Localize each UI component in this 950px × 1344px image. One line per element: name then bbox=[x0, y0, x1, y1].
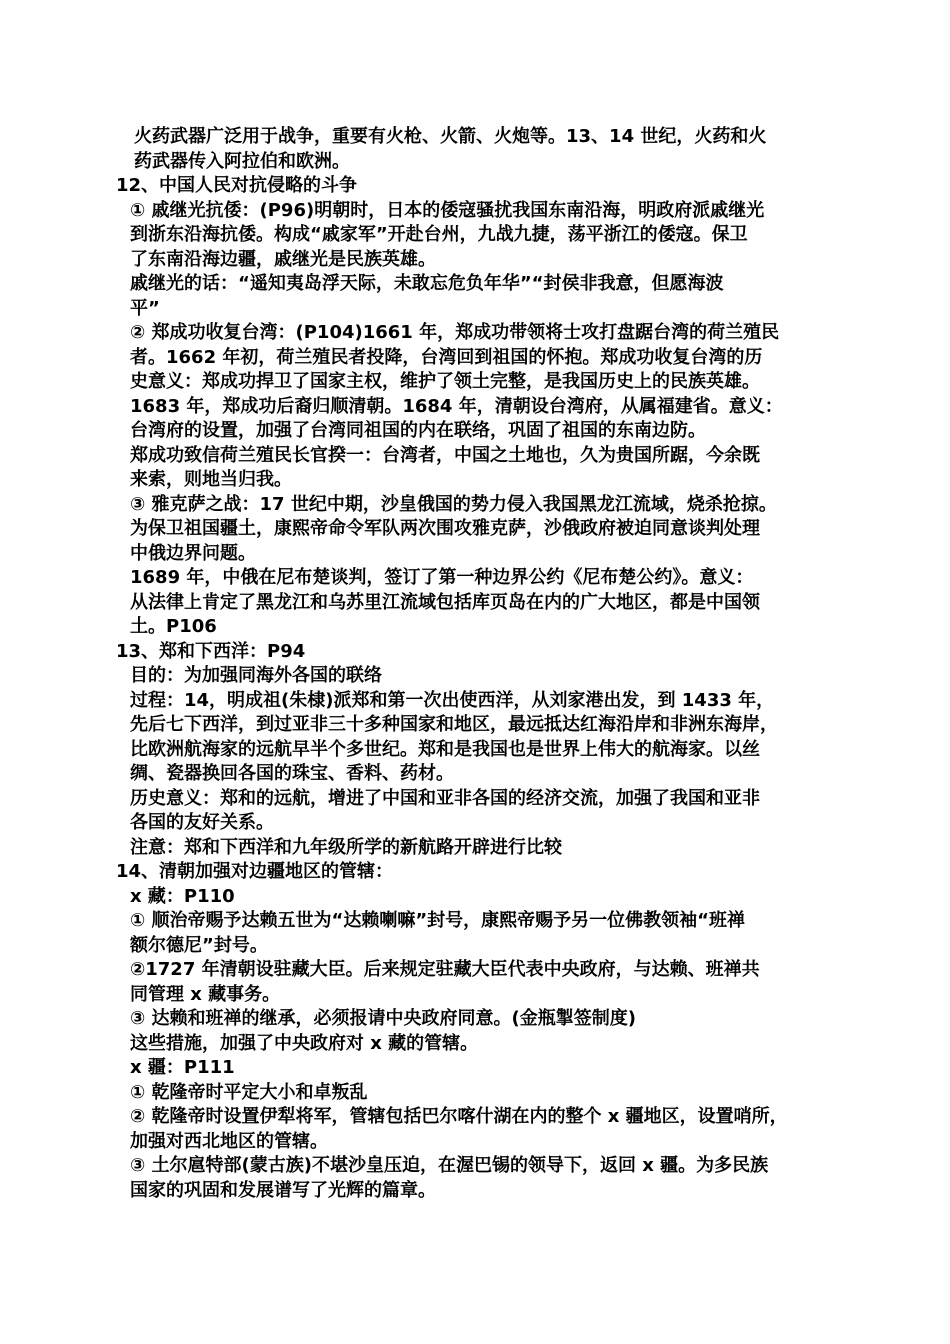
text-line: 火药武器广泛用于战争，重要有火枪、火箭、火炮等。13、14 世纪，火药和火 bbox=[134, 126, 767, 147]
subsection-heading: x 疆：P111 bbox=[130, 1057, 235, 1078]
text-line: 过程：14，明成祖(朱棣)派郑和第一次出使西洋，从刘家港出发，到 1433 年， bbox=[130, 690, 775, 711]
text-line: ① 戚继光抗倭：(P96)明朝时，日本的倭寇骚扰我国东南沿海，明政府派戚继光 bbox=[130, 200, 765, 221]
text-line: 国家的巩固和发展谱写了光辉的篇章。 bbox=[130, 1180, 436, 1201]
text-line: 者。1662 年初，荷兰殖民者投降，台湾回到祖国的怀抱。郑成功收复台湾的历 bbox=[130, 347, 763, 368]
text-line: 目的：为加强同海外各国的联络 bbox=[130, 665, 382, 686]
text-line: 来索，则地当归我。 bbox=[130, 469, 292, 490]
text-line: ③ 雅克萨之战：17 世纪中期，沙皇俄国的势力侵入我国黑龙江流域，烧杀抢掠。 bbox=[130, 494, 777, 515]
text-line: ②1727 年清朝设驻藏大臣。后来规定驻藏大臣代表中央政府，与达赖、班禅共 bbox=[130, 959, 760, 980]
text-line: 为保卫祖国疆土，康熙帝命令军队两次围攻雅克萨，沙俄政府被迫同意谈判处理 bbox=[130, 518, 760, 539]
text-line: 从法律上肯定了黑龙江和乌苏里江流域包括库页岛在内的广大地区，都是中国领 bbox=[130, 592, 760, 613]
text-line: 史意义：郑成功捍卫了国家主权，维护了领土完整，是我国历史上的民族英雄。 bbox=[130, 371, 760, 392]
text-line: 绸、瓷器换回各国的珠宝、香料、药材。 bbox=[130, 763, 454, 784]
subsection-heading: x 藏：P110 bbox=[130, 886, 235, 907]
text-line: 了东南沿海边疆，戚继光是民族英雄。 bbox=[130, 249, 436, 270]
text-line: ① 顺治帝赐予达赖五世为“达赖喇嘛”封号，康熙帝赐予另一位佛教领袖“班禅 bbox=[130, 910, 745, 931]
text-line: 各国的友好关系。 bbox=[130, 812, 274, 833]
text-line: 戚继光的话：“遥知夷岛浮天际，未敢忘危负年华”“封侯非我意，但愿海波 bbox=[130, 273, 724, 294]
text-line: 这些措施，加强了中央政府对 x 藏的管辖。 bbox=[130, 1033, 479, 1054]
text-line: 土。P106 bbox=[130, 616, 217, 637]
text-line: 注意：郑和下西洋和九年级所学的新航路开辟进行比较 bbox=[130, 837, 562, 858]
text-line: 1689 年，中俄在尼布楚谈判，签订了第一种边界公约《尼布楚公约》。意义： bbox=[130, 567, 754, 588]
text-line: 1683 年，郑成功后裔归顺清朝。1684 年，清朝设台湾府，从属福建省。意义： bbox=[130, 396, 783, 417]
text-line: 中俄边界问题。 bbox=[130, 543, 256, 564]
text-line: 比欧洲航海家的远航早半个多世纪。郑和是我国也是世界上伟大的航海家。以丝 bbox=[130, 739, 760, 760]
text-line: 加强对西北地区的管辖。 bbox=[130, 1131, 328, 1152]
text-line: 平” bbox=[130, 298, 160, 319]
text-line: 到浙东沿海抗倭。构成“戚家军”开赴台州，九战九捷，荡平浙江的倭寇。保卫 bbox=[130, 224, 748, 245]
section-heading: 14、清朝加强对边疆地区的管辖： bbox=[116, 861, 394, 882]
text-line: ② 郑成功收复台湾：(P104)1661 年，郑成功带领将士攻打盘踞台湾的荷兰殖民 bbox=[130, 322, 780, 343]
text-line: 郑成功致信荷兰殖民长官揆一：台湾者，中国之土地也，久为贵国所踞，今余既 bbox=[130, 445, 760, 466]
text-line: ① 乾隆帝时平定大小和卓叛乱 bbox=[130, 1082, 368, 1103]
text-line: 先后七下西洋，到过亚非三十多种国家和地区，最远抵达红海沿岸和非洲东海岸， bbox=[130, 714, 778, 735]
section-heading: 13、郑和下西洋：P94 bbox=[116, 641, 306, 662]
text-line: 台湾府的设置，加强了台湾同祖国的内在联络，巩固了祖国的东南边防。 bbox=[130, 420, 706, 441]
text-line: ② 乾隆帝时设置伊犁将军，管辖包括巴尔喀什湖在内的整个 x 疆地区，设置哨所， bbox=[130, 1106, 788, 1127]
text-line: 历史意义：郑和的远航，增进了中国和亚非各国的经济交流，加强了我国和亚非 bbox=[130, 788, 760, 809]
text-line: ③ 土尔扈特部(蒙古族)不堪沙皇压迫，在渥巴锡的领导下，返回 x 疆。为多民族 bbox=[130, 1155, 769, 1176]
text-line: ③ 达赖和班禅的继承，必须报请中央政府同意。(金瓶掣签制度) bbox=[130, 1008, 636, 1029]
section-heading: 12、中国人民对抗侵略的斗争 bbox=[116, 175, 358, 196]
text-line: 额尔德尼”封号。 bbox=[130, 935, 268, 956]
text-line: 同管理 x 藏事务。 bbox=[130, 984, 281, 1005]
text-line: 药武器传入阿拉伯和欧洲。 bbox=[134, 151, 350, 172]
